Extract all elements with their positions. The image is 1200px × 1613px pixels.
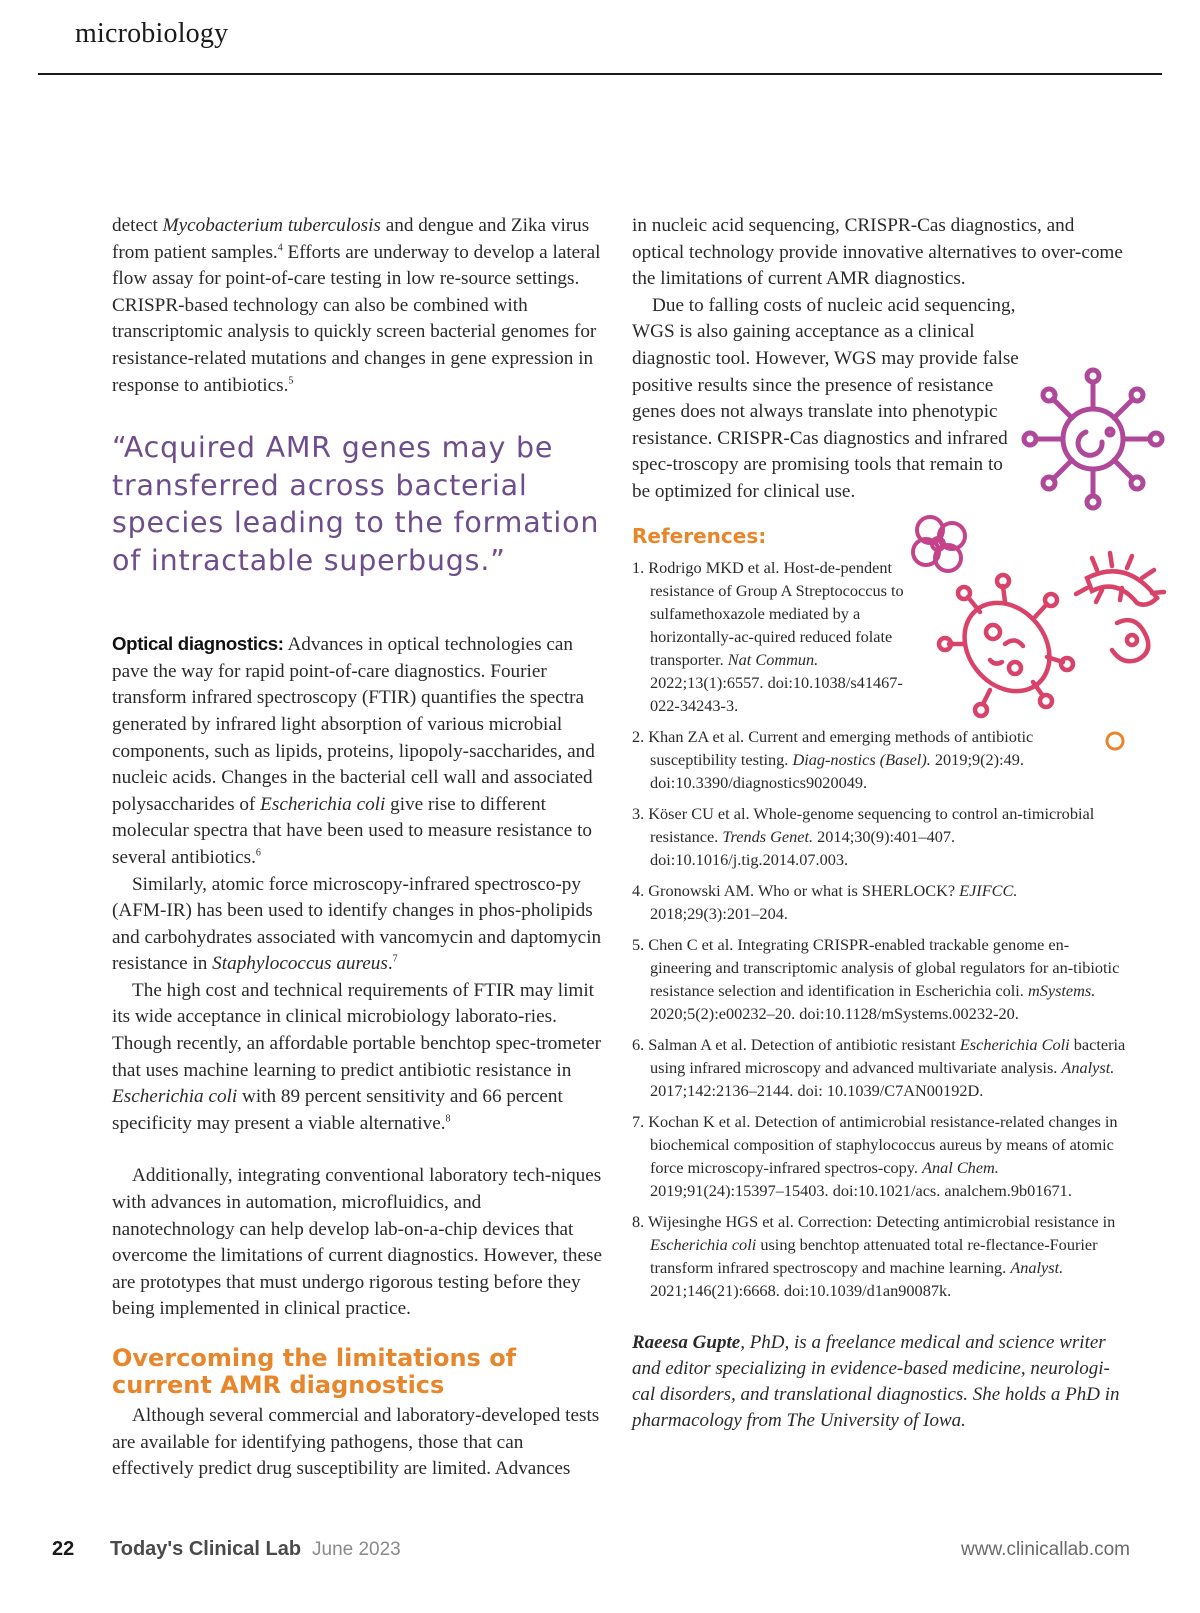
reference-item: 3. Köser CU et al. Whole-genome sequencing to control an-timicrobial resistance. Trends Genet. 2014;30(9):401–407. doi:10.1016/j.tig.2014.07.003.	[632, 803, 1095, 869]
optical-diagnostics-heading: Optical diagnostics:	[112, 633, 284, 655]
reference-item: 6. Salman A et al. Detection of antibiotic resistant Escherichia Coli bacteria using infrared microscopy and advanced multivariate analysis. Analyst. 2017;142:2136–2144. doi: 10.1039/C7AN00192D.	[632, 1034, 1126, 1100]
reference-item: 7. Kochan K et al. Detection of antimicrobial resistance-related changes in biochemical composition of staphylococcus aureus by means of atomic force microscopy-infrared spectros-copy. Anal Chem. 2019;91(24):15397–15403. doi:10.1021/acs. analchem.9b01671.	[632, 1111, 1118, 1200]
bacterium-icon	[935, 572, 1080, 722]
right-paragraph-2: Due to falling costs of nucleic acid sequencing, WGS is also gaining acceptance as a clinical diagnostic tool. However, WGS may provide false positive results since the presence of resistance genes does not always translate into phenotypic resistance. CRISPR-Cas diagnostics and infrared spec-troscopy are promising tools that remain to be optimized for clinical use.	[632, 294, 1019, 502]
left-paragraph-1: detect Mycobacterium tuberculosis and dengue and Zika virus from patient samples.$^4$ Efforts are underway to develop a lateral flow assay for point-of-care testing in low re-source settings. CRISPR-based technology can also be combined with transcriptomic analysis to quickly screen bacterial genomes for resistance-related mutations and changes in gene expression in response to antibiotics.$^5$	[112, 215, 601, 396]
pull-quote: “Acquired AMR genes may be transferred across bacterial species leading to the formation of intractable superbugs.”	[112, 431, 600, 577]
optical-diagnostics-text: Advances in optical technologies can pave the way for rapid point-of-care diagnostics. Fourier transform infrared spectroscopy (FTIR) quantifies the spectra generated by infrared light absorption of various microbial components, such as lipids, proteins, lipopoly-saccharides, and nucleic acids. Changes in the bacterial cell wall and associated polysaccharides of Escherichia coli give rise to different molecular spectra that have been used to measure resistance to several antibiotics.$^6$	[112, 634, 595, 868]
author-bio	[632, 1330, 1127, 1434]
left-paragraph-6: Although several commercial and laboratory-developed tests are available for identifying pathogens, those that can effectively predict drug susceptibility are limited. Advances	[112, 1405, 600, 1480]
website-link[interactable]: www.clinicallab.com	[961, 1539, 1130, 1560]
reference-item: 4. Gronowski AM. Who or what is SHERLOCK? EJIFCC. 2018;29(3):201–204.	[632, 880, 1018, 923]
header-rule	[38, 73, 1162, 75]
section-heading: Overcoming the limitations of current AMR diagnostics	[112, 1344, 517, 1399]
reference-item: 8. Wijesinghe HGS et al. Correction: Detecting antimicrobial resistance in Escherichia coli using benchtop attenuated total re-flectance-Fourier transform infrared spectroscopy and machine learning. Analyst. 2021;146(21):6668. doi:10.1039/d1an90087k.	[632, 1211, 1116, 1300]
page-number: 22	[52, 1538, 75, 1560]
reference-item: 5. Chen C et al. Integrating CRISPR-enabled trackable genome en-gineering and transcriptomic analysis of global regulators for an-tibiotic resistance selection and identification in Escherichia coli. mSystems. 2020;5(2):e00232–20. doi:10.1128/mSystems.00232-20.	[632, 934, 1120, 1023]
optical-diagnostics-paragraph	[112, 631, 607, 871]
left-column	[112, 213, 607, 1483]
page-footer	[52, 1538, 1152, 1568]
references-title: References:	[632, 523, 767, 548]
section-label: microbiology	[75, 18, 229, 49]
author-bio-text: , PhD, is a freelance medical and science writer and editor specializing in evidence-based medicine, neurologi-cal disorders, and translational diagnostics. She holds a PhD in pharmacology from The University of Iowa.	[632, 1331, 1120, 1431]
virus-icon	[1018, 364, 1168, 514]
magazine-title: Today's Clinical Lab	[110, 1538, 302, 1560]
reference-item: 2. Khan ZA et al. Current and emerging methods of antibiotic susceptibility testing. Diag-nostics (Basel). 2019;9(2):49. doi:10.3390/diagnostics9020049.	[632, 726, 1034, 792]
left-paragraph-5: Additionally, integrating conventional laboratory tech-niques with advances in automation, microfluidics, and nanotechnology can help develop lab-on-a-chip devices that overcome the limitations of current diagnostics. However, these are prototypes that must undergo rigorous testing before they being implemented in clinical practice.	[112, 1165, 602, 1320]
cell-cluster-icon	[900, 510, 980, 580]
right-paragraph-1: in nucleic acid sequencing, CRISPR-Cas diagnostics, and optical technology provide innovative alternatives to over-come the limitations of current AMR diagnostics.	[632, 215, 1123, 290]
left-paragraph-4: The high cost and technical requirements of FTIR may limit its wide acceptance in clinical microbiology laborato-ries. Though recently, an affordable portable benchtop spec-trometer that uses machine learning to predict antibiotic resistance in Escherichia coli with 89 percent sensitivity and 66 percent specificity may present a viable alternative.$^8$	[112, 979, 602, 1134]
issue-date: June 2023	[312, 1539, 401, 1560]
reference-item: 1. Rodrigo MKD et al. Host-de-pendent resistance of Group A Streptococcus to sulfamethoxazole mediated by a horizontally-ac-quired reduced folate transporter. Nat Commun. 2022;13(1):6557. doi:10.1038/s41467-022-34243-3.	[632, 557, 904, 715]
author-name: Raeesa Gupte	[632, 1331, 741, 1353]
left-paragraph-3: Similarly, atomic force microscopy-infrared spectrosco-py (AFM-IR) has been used to identify changes in phos-pholipids and carbohydrates associated with vancomycin and daptomycin resistance in Staphylococcus aureus.$^7$	[112, 873, 602, 975]
small-circle-icon	[1102, 728, 1128, 754]
